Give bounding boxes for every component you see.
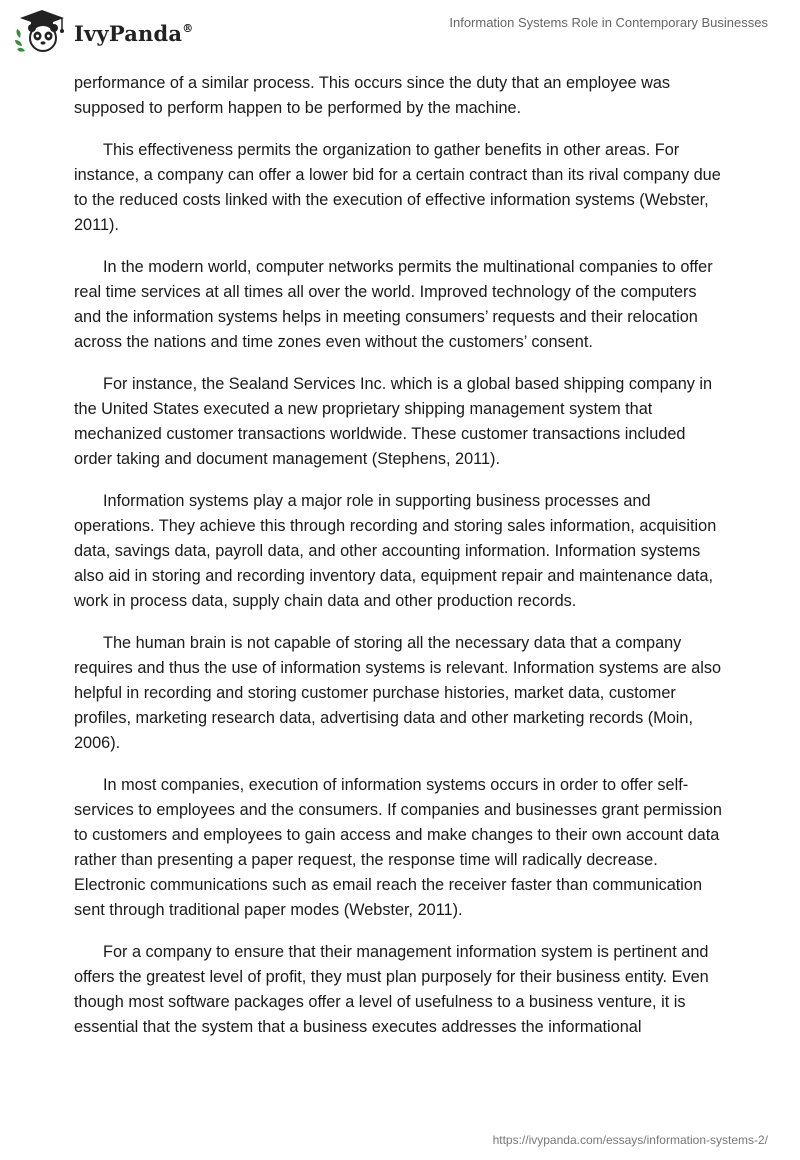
- source-url[interactable]: https://ivypanda.com/essays/information-systems-2/: [492, 1133, 768, 1147]
- essay-body: [74, 71, 724, 1057]
- page-header: [0, 0, 800, 60]
- paragraph: This effectiveness permits the organization to gather benefits in other areas. For instance, a company can offer a lower bid for a certain contract than its rival company due to the reduced costs linked with the execution of effective information systems (Webster, 2011).: [74, 141, 721, 234]
- paragraph: Information systems play a major role in supporting business processes and operations. They achieve this through recording and storing sales information, acquisition data, savings data, payroll data, and other accounting information. Information systems also aid in storing and recording inventory data, equipment repair and maintenance data, work in process data, supply chain data and other production records.: [74, 492, 717, 610]
- paragraph: In most companies, execution of information systems occurs in order to offer self-services to employees and the consumers. If companies and businesses grant permission to customers and employees to gain access and make changes to their own account data rather than presenting a paper request, the response time will radically decrease. Electronic communications such as email reach the receiver faster than communication sent through traditional paper modes (Webster, 2011).: [74, 776, 722, 919]
- paragraph: For instance, the Sealand Services Inc. which is a global based shipping company in the United States executed a new proprietary shipping management system that mechanized customer transactions worldwide. These customer transactions included order taking and document management (Stephens, 2011).: [74, 375, 713, 468]
- ivypanda-logo[interactable]: [14, 8, 193, 54]
- brand-name: [74, 21, 193, 46]
- paragraph: The human brain is not capable of storing all the necessary data that a company requires and thus the use of information systems is relevant. Information systems are also helpful in recording and storing customer purchase histories, market data, customer profiles, marketing research data, advertising data and other marketing records (Moin, 2006).: [74, 634, 722, 752]
- registered-mark: ®: [182, 21, 194, 35]
- panda-graduate-icon: [14, 8, 70, 54]
- paragraph: In the modern world, computer networks permits the multinational companies to offer real time services at all times all over the world. Improved technology of the computers and the information systems helps in meeting consumers’ requests and their relocation across the nations and time zones even without the customers’ consent.: [74, 258, 713, 351]
- brand-name-text: IvyPanda: [74, 20, 183, 46]
- paragraph: For a company to ensure that their management information system is pertinent and offers the greatest level of profit, they must plan purposely for their business entity. Even though most software packages offer a level of usefulness to a business venture, it is essential that the system that a business executes addresses the informational: [74, 943, 709, 1036]
- document-title: Information Systems Role in Contemporary Businesses: [449, 15, 768, 30]
- paragraph-continuation: performance of a similar process. This occurs since the duty that an employee was supposed to perform happen to be performed by the machine.: [74, 74, 671, 117]
